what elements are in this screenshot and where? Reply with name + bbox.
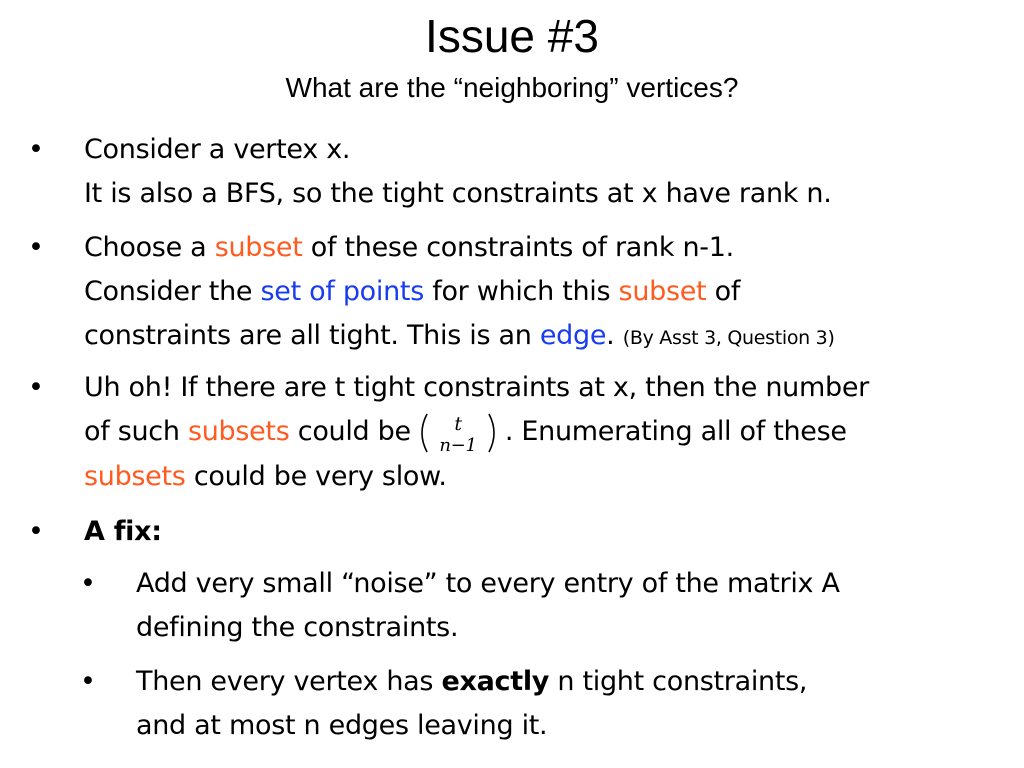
highlight-set-of-points: set of points — [260, 276, 424, 307]
highlight-edge: edge — [539, 320, 607, 351]
text-segment: Consider the — [84, 276, 261, 307]
emphasis-exactly: exactly — [441, 666, 550, 697]
bullet-1 — [84, 128, 831, 216]
text-segment: . Enumerating all of these — [504, 416, 847, 447]
reference-note: (By Asst 3, Question 3) — [622, 327, 835, 349]
sub-bullet-1-line-2: defining the constraints. — [136, 612, 459, 643]
text-segment: . — [606, 320, 615, 351]
bullet-2-line-3 — [84, 314, 835, 360]
bullet-2-line-1 — [84, 226, 835, 270]
left-paren — [422, 414, 427, 452]
sub-bullet-1-line-1: Add very small “noise” to every entry of the matrix A — [136, 568, 840, 599]
sub-bullet-1 — [136, 562, 840, 650]
bullet-2-line-2 — [84, 270, 835, 314]
text-segment: of such — [84, 416, 188, 447]
bullet-2 — [84, 226, 835, 360]
binomial-formula — [415, 411, 501, 455]
text-segment: could be very slow. — [185, 460, 447, 492]
bullet-dot-2: • — [28, 232, 44, 263]
sub-bullet-dot-1: • — [80, 568, 96, 599]
bullet-1-line-1: Consider a vertex x. — [84, 134, 351, 165]
highlight-subsets: subsets — [187, 416, 290, 447]
text-segment: Choose a — [84, 232, 215, 263]
sub-bullet-2-line-1 — [136, 660, 807, 704]
bullet-dot-1: • — [28, 134, 44, 165]
binomial-bottom: n−1 — [439, 434, 477, 455]
text-segment: constraints are all tight. This is an — [84, 320, 540, 351]
sub-bullet-2 — [136, 660, 807, 748]
bullet-3-line-3 — [84, 455, 869, 499]
bullet-3-line-2 — [84, 410, 869, 455]
text-segment: Then every vertex has — [136, 666, 442, 697]
bullet-3-line-1: Uh oh! If there are t tight constraints at x, then the number — [84, 372, 869, 403]
right-paren — [489, 414, 494, 452]
highlight-subset: subset — [214, 232, 303, 263]
text-segment: of — [706, 276, 741, 307]
text-segment: n tight constraints, — [549, 666, 808, 697]
bullet-4-fix-label: A fix: — [84, 516, 162, 547]
bullet-dot-3: • — [28, 372, 44, 403]
sub-bullet-2-line-2: and at most n edges leaving it. — [136, 710, 548, 741]
text-segment: could be — [289, 416, 411, 447]
bullet-3 — [84, 366, 869, 499]
bullet-dot-4: • — [28, 516, 44, 547]
slide-subtitle: What are the “neighboring” vertices? — [285, 72, 739, 103]
binomial-formula-graphic — [415, 411, 501, 455]
highlight-subset: subset — [618, 276, 707, 307]
highlight-subsets: subsets — [84, 460, 186, 492]
text-segment: of these constraints of rank n-1. — [302, 232, 734, 263]
binomial-top: t — [454, 412, 462, 435]
sub-bullet-dot-2: • — [80, 666, 96, 697]
slide-title: Issue #3 — [425, 10, 599, 62]
text-segment: for which this — [423, 276, 619, 307]
bullet-1-line-2: It is also a BFS, so the tight constraints at x have rank n. — [84, 178, 832, 209]
